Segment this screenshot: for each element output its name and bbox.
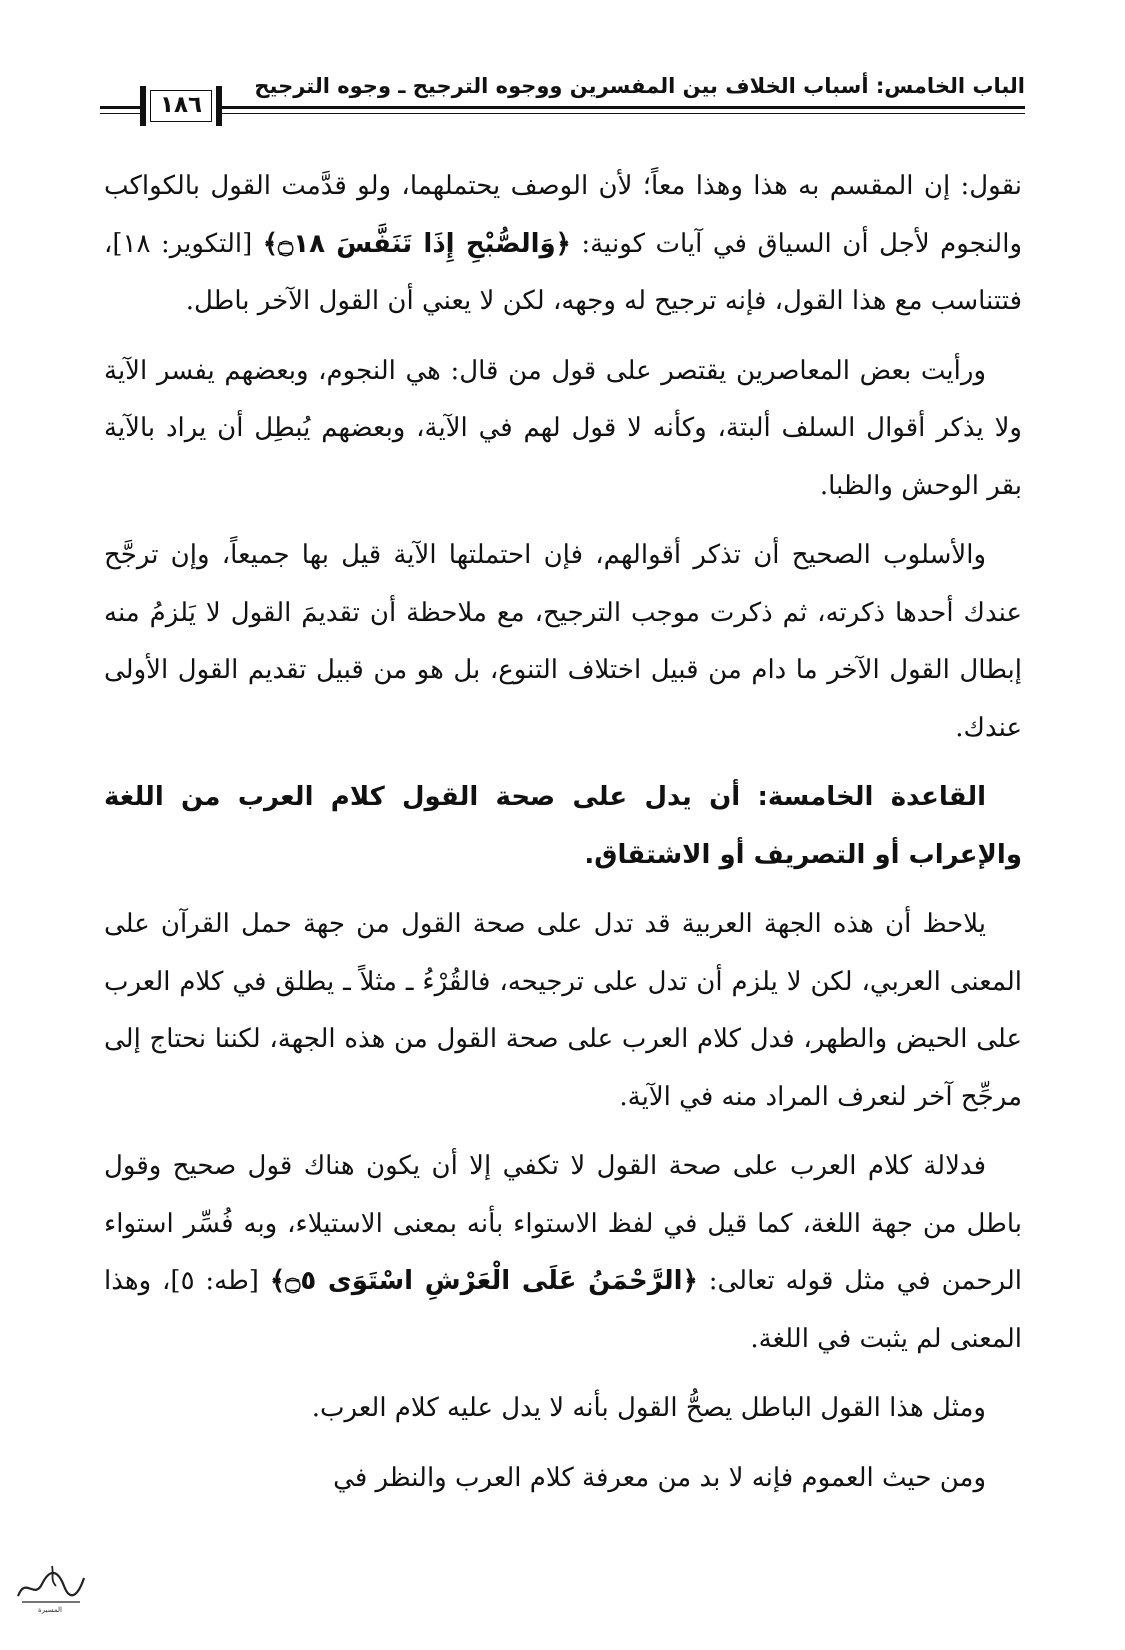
paragraph-2-text: ورأيت بعض المعاصرين يقتصر على قول من قال: هي النجوم، وبعضهم يفسر الآية ولا يذكر أقوال السلف ألبتة، وكأنه لا قول لهم في الآية، وبعضهم يُبطِل أن يراد بالآية بقر الوحش والظبا.: [104, 355, 1022, 501]
paragraph-8: [104, 1450, 1022, 1508]
paragraph-5-text: يلاحظ أن هذه الجهة العربية قد تدل على صحة القول من جهة حمل القرآن على المعنى العربي، لكن لا يلزم أن تدل على ترجيحه، فالقُرْءُ ـ مثلاً ـ يطلق في كلام العرب على الحيض والطهر، فدل كلام العرب على صحة القول من هذه الجهة، لكننا نحتاج إلى مرجِّح آخر لنعرف المراد منه في الآية.: [104, 909, 1022, 1112]
paragraph-3: [104, 527, 1022, 757]
paragraph-3-text: والأسلوب الصحيح أن تذكر أقوالهم، فإن احتملتها الآية قيل بها جميعاً، وإن ترجَّح عندك أحدها ذكرته، ثم ذكرت موجب الترجيح، مع ملاحظة أن تقديمَ القول لا يَلزمُ منه إبطال القول الآخر ما دام من قبيل اختلاف التنوع، بل هو من قبيل تقديم القول الأولى عندك.: [104, 540, 1022, 743]
paragraph-6-text-a: فدلالة كلام العرب على صحة القول لا تكفي إلا أن يكون هناك قول صحيح وقول باطل من جهة اللغة، كما قيل في لفظ الاستواء بأنه بمعنى الاستيلاء، وبه فُسِّر استواء الرحمن في مثل قوله تعالى:: [104, 1151, 1022, 1296]
paragraph-1-text-b: [التكوير: ١٨]، فتتناسب مع هذا القول، فإنه ترجيح له وجهه، لكن لا يعني أن القول الآخر باطل.: [104, 228, 1022, 316]
paragraph-8-text: ومن حيث العموم فإنه لا بد من معرفة كلام العرب والنظر في: [333, 1462, 986, 1493]
paragraph-5: [104, 896, 1022, 1126]
logo-text: المسيرة: [37, 1606, 63, 1614]
paragraph-7: [104, 1380, 1022, 1438]
header-rule-thick: [100, 106, 1025, 109]
page-number: ١٨٦: [159, 92, 203, 118]
body-text: [104, 158, 1022, 1519]
paragraph-6: [104, 1138, 1022, 1368]
paragraph-7-text: ومثل هذا القول الباطل يصحُّ القول بأنه لا يدل عليه كلام العرب.: [311, 1393, 986, 1423]
paragraph-2: [104, 343, 1022, 516]
header-rule-thin: [100, 113, 1025, 114]
paragraph-6-text-b: [طه: ٥]، وهذا المعنى لم يثبت في اللغة.: [104, 1266, 1022, 1354]
quran-quote-2: ﴿الرَّحْمَنُ عَلَى الْعَرْشِ اسْتَوَى ۝٥﴾: [269, 1266, 698, 1296]
quran-quote-1: ﴿وَالصُّبْحِ إِذَا تَنَفَّسَ ۝١٨﴾: [262, 228, 571, 259]
header-title: الباب الخامس: أسباب الخلاف بين المفسرين ووجوه الترجيح ـ وجوه الترجيح: [254, 74, 1025, 98]
page-number-box: [140, 86, 222, 126]
rule-five-heading: [104, 769, 1022, 884]
running-header: [100, 72, 1025, 132]
paragraph-1-text-a: نقول: إن المقسم به هذا وهذا معاً؛ لأن الوصف يحتملهما، ولو قدَّمت القول بالكواكب والنجوم لأجل أن السياق في آيات كونية:: [104, 171, 1023, 259]
paragraph-1: [104, 158, 1022, 331]
publisher-logo: [12, 1556, 88, 1616]
rule-five-heading-text: القاعدة الخامسة: أن يدل على صحة القول كلام العرب من اللغة والإعراب أو التصريف أو الاشتقاق.: [104, 782, 1022, 870]
